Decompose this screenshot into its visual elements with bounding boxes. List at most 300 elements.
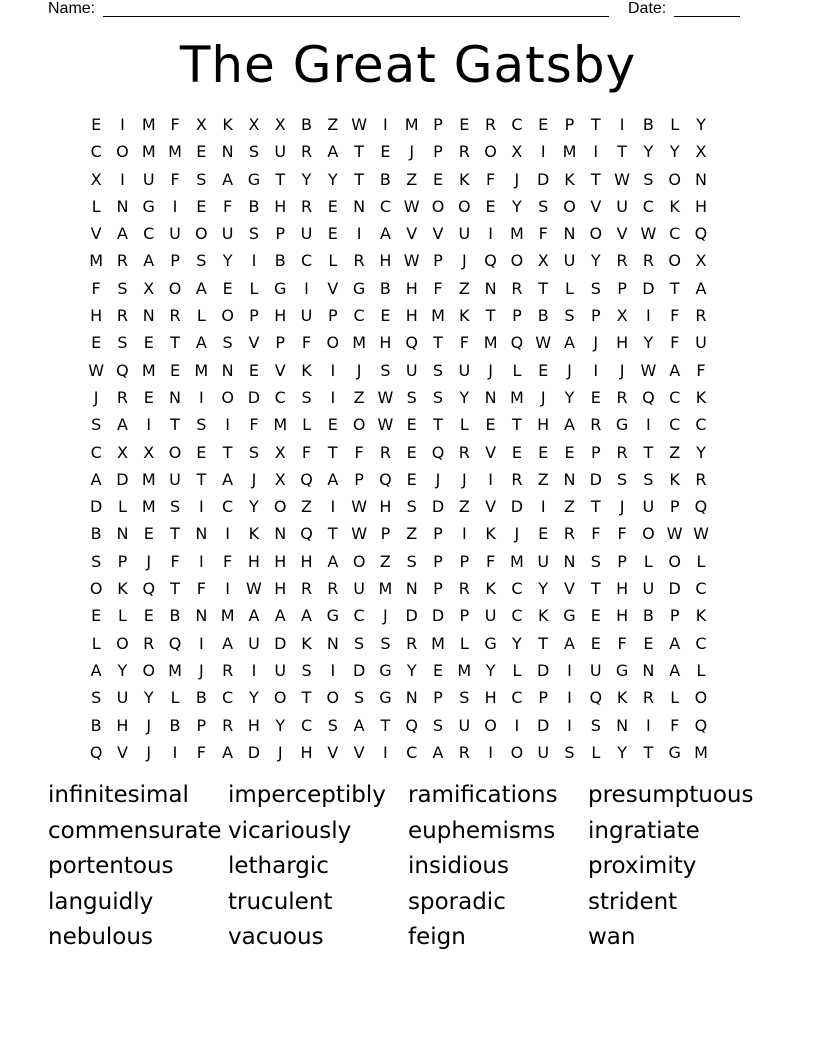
grid-cell[interactable]: A — [695, 278, 707, 298]
grid-cell[interactable]: Q — [694, 497, 708, 517]
grid-cell[interactable]: P — [433, 688, 443, 708]
grid-cell[interactable]: M — [694, 742, 708, 762]
grid-cell[interactable]: R — [511, 278, 523, 298]
grid-cell[interactable]: D — [247, 387, 261, 407]
grid-cell[interactable]: X — [616, 306, 628, 326]
grid-cell[interactable]: O — [589, 224, 603, 244]
grid-cell[interactable]: Q — [379, 469, 392, 489]
grid-cell[interactable]: L — [565, 278, 574, 298]
grid-cell[interactable]: I — [619, 115, 625, 134]
grid-cell[interactable]: P — [354, 469, 364, 489]
grid-cell[interactable]: B — [90, 524, 102, 544]
grid-cell[interactable]: C — [222, 497, 234, 517]
grid-cell[interactable]: A — [432, 742, 444, 762]
grid-cell[interactable]: O — [273, 497, 287, 517]
grid-cell[interactable]: Y — [327, 169, 338, 189]
grid-cell[interactable]: C — [222, 688, 234, 708]
grid-cell[interactable]: S — [590, 715, 601, 735]
grid-cell[interactable]: R — [458, 579, 470, 599]
grid-cell[interactable]: L — [302, 415, 311, 435]
grid-cell[interactable]: E — [432, 660, 444, 680]
grid-cell[interactable]: W — [377, 387, 394, 407]
grid-cell[interactable]: Z — [353, 387, 365, 407]
grid-cell[interactable]: O — [563, 196, 576, 216]
grid-cell[interactable]: N — [142, 306, 155, 326]
grid-cell[interactable]: S — [354, 633, 365, 653]
grid-cell[interactable]: P — [380, 524, 391, 544]
grid-cell[interactable]: S — [564, 742, 575, 762]
grid-cell[interactable]: E — [380, 142, 391, 162]
grid-cell[interactable]: F — [486, 551, 496, 571]
grid-cell[interactable]: I — [383, 115, 388, 134]
grid-cell[interactable]: M — [141, 360, 156, 380]
grid-cell[interactable]: I — [646, 415, 651, 435]
grid-cell[interactable]: S — [432, 360, 444, 380]
grid-cell[interactable]: D — [274, 633, 287, 653]
grid-cell[interactable]: C — [353, 306, 365, 326]
grid-cell[interactable]: P — [669, 606, 680, 626]
grid-cell[interactable]: S — [643, 469, 654, 489]
grid-cell[interactable]: J — [514, 524, 520, 544]
grid-cell[interactable]: P — [538, 688, 549, 708]
grid-cell[interactable]: S — [248, 142, 259, 162]
grid-cell[interactable]: U — [274, 660, 287, 680]
grid-cell[interactable]: L — [643, 551, 653, 571]
grid-cell[interactable]: O — [510, 742, 524, 762]
grid-cell[interactable]: N — [484, 387, 497, 407]
grid-cell[interactable]: W — [351, 524, 368, 544]
grid-cell[interactable]: F — [249, 415, 259, 435]
grid-cell[interactable]: C — [695, 415, 707, 435]
grid-cell[interactable]: G — [352, 278, 366, 298]
grid-cell[interactable]: T — [643, 442, 654, 462]
grid-cell[interactable]: N — [195, 606, 208, 626]
grid-cell[interactable]: L — [670, 688, 680, 708]
grid-cell[interactable]: S — [432, 715, 444, 735]
grid-cell[interactable]: R — [116, 387, 128, 407]
grid-cell[interactable]: S — [643, 169, 654, 189]
grid-cell[interactable]: D — [668, 579, 681, 599]
grid-cell[interactable]: Y — [222, 251, 233, 271]
grid-cell[interactable]: Z — [379, 551, 391, 571]
grid-cell[interactable]: N — [353, 196, 366, 216]
grid-cell[interactable]: I — [646, 306, 651, 326]
grid-cell[interactable]: S — [459, 688, 470, 708]
grid-cell[interactable]: A — [564, 633, 575, 653]
grid-cell[interactable]: L — [117, 497, 127, 517]
grid-cell[interactable]: Y — [485, 660, 496, 680]
grid-cell[interactable]: P — [117, 551, 128, 571]
grid-cell[interactable]: Y — [249, 497, 259, 517]
grid-cell[interactable]: U — [642, 497, 655, 517]
grid-cell[interactable]: S — [248, 442, 259, 462]
grid-cell[interactable]: T — [170, 524, 180, 544]
grid-cell[interactable]: T — [485, 306, 496, 326]
grid-cell[interactable]: C — [379, 196, 391, 216]
grid-cell[interactable]: B — [379, 169, 391, 189]
grid-cell[interactable]: U — [221, 224, 234, 244]
grid-cell[interactable]: Y — [249, 688, 259, 708]
grid-cell[interactable]: O — [431, 196, 445, 216]
grid-cell[interactable]: J — [619, 497, 625, 517]
grid-cell[interactable]: W — [640, 224, 657, 244]
grid-cell[interactable]: Q — [694, 224, 708, 244]
grid-cell[interactable]: M — [509, 224, 524, 244]
grid-cell[interactable]: X — [695, 142, 707, 162]
grid-cell[interactable]: P — [617, 278, 627, 298]
grid-cell[interactable]: P — [459, 606, 470, 626]
grid-cell[interactable]: H — [300, 742, 313, 762]
grid-cell[interactable]: M — [141, 115, 156, 134]
grid-cell[interactable]: P — [433, 579, 443, 599]
grid-cell[interactable]: P — [433, 251, 443, 271]
grid-cell[interactable]: A — [116, 415, 128, 435]
grid-cell[interactable]: H — [379, 251, 392, 271]
grid-cell[interactable]: B — [169, 606, 181, 626]
grid-cell[interactable]: X — [274, 115, 286, 134]
grid-cell[interactable]: V — [432, 224, 444, 244]
grid-cell[interactable]: Q — [484, 251, 497, 271]
grid-cell[interactable]: P — [617, 551, 627, 571]
grid-cell[interactable]: G — [668, 742, 681, 762]
grid-cell[interactable]: L — [249, 278, 259, 298]
grid-cell[interactable]: Z — [458, 278, 470, 298]
grid-cell[interactable]: O — [668, 169, 681, 189]
grid-cell[interactable]: F — [459, 333, 469, 353]
grid-cell[interactable]: E — [485, 415, 496, 435]
grid-cell[interactable]: V — [116, 742, 128, 762]
grid-cell[interactable]: Q — [405, 715, 418, 735]
grid-cell[interactable]: W — [403, 196, 420, 216]
grid-cell[interactable]: E — [143, 606, 154, 626]
grid-cell[interactable]: A — [327, 469, 339, 489]
grid-cell[interactable]: A — [143, 251, 155, 271]
grid-cell[interactable]: P — [433, 551, 443, 571]
grid-cell[interactable]: Y — [590, 251, 601, 271]
grid-cell[interactable]: L — [117, 606, 127, 626]
grid-cell[interactable]: R — [563, 524, 576, 544]
grid-cell[interactable]: O — [221, 306, 234, 326]
grid-cell[interactable]: L — [91, 196, 101, 216]
grid-cell[interactable]: N — [642, 660, 655, 680]
grid-cell[interactable]: E — [538, 524, 549, 544]
grid-cell[interactable]: P — [196, 715, 207, 735]
grid-cell[interactable]: A — [353, 715, 365, 735]
grid-cell[interactable]: O — [484, 715, 497, 735]
grid-cell[interactable]: D — [352, 660, 366, 680]
grid-cell[interactable]: E — [143, 333, 154, 353]
grid-cell[interactable]: C — [511, 579, 523, 599]
grid-cell[interactable]: H — [274, 551, 287, 571]
grid-cell[interactable]: E — [91, 606, 102, 626]
grid-cell[interactable]: R — [511, 469, 523, 489]
grid-cell[interactable]: P — [275, 333, 286, 353]
grid-cell[interactable]: R — [642, 251, 654, 271]
grid-cell[interactable]: J — [461, 469, 467, 489]
grid-cell[interactable]: C — [90, 142, 102, 162]
grid-cell[interactable]: R — [485, 115, 497, 134]
grid-cell[interactable]: B — [169, 715, 181, 735]
grid-cell[interactable]: Y — [696, 442, 706, 462]
grid-cell[interactable]: N — [563, 551, 576, 571]
grid-cell[interactable]: U — [169, 469, 181, 489]
grid-cell[interactable]: T — [301, 688, 312, 708]
grid-cell[interactable]: V — [564, 579, 575, 599]
grid-cell[interactable]: I — [172, 742, 178, 762]
grid-cell[interactable]: E — [327, 196, 338, 216]
grid-cell[interactable]: E — [143, 387, 154, 407]
grid-cell[interactable]: T — [354, 169, 364, 189]
grid-cell[interactable]: S — [432, 387, 444, 407]
grid-cell[interactable]: R — [642, 688, 654, 708]
grid-cell[interactable]: C — [642, 196, 654, 216]
grid-cell[interactable]: R — [222, 715, 234, 735]
grid-cell[interactable]: U — [563, 251, 576, 271]
grid-cell[interactable]: R — [169, 306, 181, 326]
grid-cell[interactable]: R — [616, 251, 628, 271]
grid-cell[interactable]: F — [617, 524, 627, 544]
grid-cell[interactable]: E — [196, 142, 207, 162]
grid-cell[interactable]: F — [354, 442, 364, 462]
grid-cell[interactable]: E — [406, 469, 417, 489]
grid-cell[interactable]: C — [300, 251, 313, 271]
grid-cell[interactable]: M — [483, 333, 498, 353]
grid-cell[interactable]: T — [327, 524, 338, 544]
grid-cell[interactable]: Y — [301, 169, 312, 189]
grid-cell[interactable]: Y — [696, 115, 706, 134]
grid-cell[interactable]: P — [433, 524, 443, 544]
grid-cell[interactable]: T — [327, 442, 338, 462]
grid-cell[interactable]: E — [143, 524, 154, 544]
grid-cell[interactable]: R — [695, 306, 707, 326]
grid-cell[interactable]: Y — [643, 333, 654, 353]
grid-cell[interactable]: J — [356, 360, 362, 380]
grid-cell[interactable]: L — [591, 742, 601, 762]
grid-cell[interactable]: L — [696, 660, 706, 680]
grid-cell[interactable]: J — [593, 333, 599, 353]
grid-cell[interactable]: D — [537, 715, 550, 735]
grid-cell[interactable]: T — [170, 579, 180, 599]
grid-cell[interactable]: I — [120, 115, 125, 134]
grid-cell[interactable]: R — [327, 579, 339, 599]
grid-cell[interactable]: F — [91, 278, 101, 298]
grid-cell[interactable]: C — [353, 606, 365, 626]
grid-cell[interactable]: B — [90, 715, 102, 735]
grid-cell[interactable]: A — [90, 660, 102, 680]
grid-cell[interactable]: I — [225, 579, 230, 599]
grid-cell[interactable]: L — [459, 415, 469, 435]
grid-cell[interactable]: U — [405, 360, 418, 380]
grid-cell[interactable]: X — [143, 442, 155, 462]
grid-cell[interactable]: I — [198, 551, 204, 571]
grid-cell[interactable]: N — [221, 360, 234, 380]
grid-cell[interactable]: M — [431, 306, 445, 326]
grid-cell[interactable]: V — [274, 360, 286, 380]
grid-cell[interactable]: C — [143, 224, 155, 244]
grid-cell[interactable]: A — [301, 606, 312, 626]
grid-cell[interactable]: O — [352, 551, 366, 571]
grid-cell[interactable]: L — [459, 633, 469, 653]
grid-cell[interactable]: J — [198, 660, 204, 680]
grid-cell[interactable]: L — [91, 633, 101, 653]
grid-cell[interactable]: T — [380, 715, 391, 735]
grid-cell[interactable]: Q — [642, 387, 655, 407]
grid-cell[interactable]: E — [538, 115, 549, 134]
grid-cell[interactable]: R — [590, 415, 602, 435]
grid-cell[interactable]: S — [301, 660, 312, 680]
grid-cell[interactable]: A — [195, 333, 207, 353]
grid-cell[interactable]: G — [563, 606, 576, 626]
grid-cell[interactable]: E — [196, 196, 207, 216]
grid-cell[interactable]: I — [540, 497, 546, 517]
grid-cell[interactable]: U — [458, 360, 471, 380]
grid-cell[interactable]: Y — [406, 660, 417, 680]
grid-cell[interactable]: W — [351, 497, 368, 517]
grid-cell[interactable]: N — [326, 633, 339, 653]
grid-cell[interactable]: V — [406, 224, 418, 244]
grid-cell[interactable]: B — [379, 278, 391, 298]
grid-cell[interactable]: Q — [89, 742, 103, 762]
grid-cell[interactable]: J — [514, 169, 520, 189]
grid-cell[interactable]: V — [248, 333, 260, 353]
grid-cell[interactable]: A — [327, 142, 339, 162]
grid-cell[interactable]: K — [537, 606, 549, 626]
grid-cell[interactable]: C — [274, 387, 286, 407]
grid-cell[interactable]: K — [669, 469, 680, 489]
grid-cell[interactable]: O — [668, 551, 681, 571]
grid-cell[interactable]: Y — [275, 715, 286, 735]
grid-cell[interactable]: Q — [116, 360, 129, 380]
grid-cell[interactable]: Z — [301, 497, 312, 517]
grid-cell[interactable]: Y — [669, 142, 680, 162]
grid-cell[interactable]: D — [589, 469, 602, 489]
grid-cell[interactable]: R — [695, 469, 707, 489]
grid-cell[interactable]: M — [404, 115, 419, 134]
grid-cell[interactable]: S — [564, 306, 575, 326]
grid-cell[interactable]: S — [91, 688, 102, 708]
grid-cell[interactable]: D — [116, 469, 129, 489]
grid-cell[interactable]: A — [90, 469, 102, 489]
grid-cell[interactable]: S — [91, 415, 102, 435]
grid-cell[interactable]: S — [406, 497, 417, 517]
grid-cell[interactable]: M — [562, 142, 577, 162]
grid-cell[interactable]: B — [642, 606, 654, 626]
grid-cell[interactable]: N — [405, 579, 418, 599]
grid-cell[interactable]: A — [222, 633, 234, 653]
grid-cell[interactable]: A — [564, 333, 575, 353]
grid-cell[interactable]: S — [301, 387, 312, 407]
grid-cell[interactable]: U — [274, 142, 287, 162]
grid-cell[interactable]: I — [251, 660, 257, 680]
grid-cell[interactable]: A — [669, 360, 681, 380]
grid-cell[interactable]: J — [567, 360, 572, 380]
grid-cell[interactable]: M — [220, 606, 235, 626]
grid-cell[interactable]: A — [248, 606, 260, 626]
grid-cell[interactable]: K — [301, 633, 312, 653]
grid-cell[interactable]: I — [198, 633, 204, 653]
grid-cell[interactable]: F — [196, 742, 206, 762]
grid-cell[interactable]: T — [590, 579, 601, 599]
grid-cell[interactable]: N — [116, 196, 129, 216]
grid-cell[interactable]: O — [89, 579, 103, 599]
grid-cell[interactable]: S — [354, 688, 365, 708]
grid-cell[interactable]: I — [383, 742, 388, 762]
grid-cell[interactable]: W — [614, 169, 630, 189]
grid-cell[interactable]: O — [168, 278, 182, 298]
grid-cell[interactable]: E — [248, 360, 259, 380]
grid-cell[interactable]: E — [91, 333, 102, 353]
grid-cell[interactable]: E — [327, 224, 338, 244]
name-field[interactable] — [103, 16, 609, 17]
grid-cell[interactable]: E — [590, 606, 601, 626]
grid-cell[interactable]: R — [300, 579, 313, 599]
grid-cell[interactable]: F — [170, 551, 180, 571]
date-field[interactable] — [674, 16, 740, 17]
grid-cell[interactable]: I — [225, 415, 230, 435]
grid-cell[interactable]: Y — [143, 688, 154, 708]
grid-cell[interactable]: B — [301, 115, 313, 134]
grid-cell[interactable]: T — [433, 333, 443, 353]
grid-cell[interactable]: A — [116, 224, 128, 244]
grid-cell[interactable]: K — [459, 169, 470, 189]
grid-cell[interactable]: H — [616, 606, 629, 626]
grid-cell[interactable]: K — [117, 579, 128, 599]
grid-cell[interactable]: M — [431, 633, 445, 653]
grid-cell[interactable]: I — [567, 715, 572, 735]
grid-cell[interactable]: I — [146, 415, 152, 435]
grid-cell[interactable]: Z — [564, 497, 575, 517]
grid-cell[interactable]: S — [248, 224, 259, 244]
grid-cell[interactable]: U — [300, 224, 313, 244]
grid-cell[interactable]: G — [484, 633, 497, 653]
grid-cell[interactable]: J — [409, 142, 415, 162]
grid-cell[interactable]: K — [485, 524, 496, 544]
grid-cell[interactable]: N — [563, 469, 576, 489]
grid-cell[interactable]: K — [669, 196, 680, 216]
grid-cell[interactable]: I — [198, 497, 204, 517]
grid-cell[interactable]: S — [538, 196, 549, 216]
grid-cell[interactable]: L — [670, 115, 680, 134]
grid-cell[interactable]: U — [642, 579, 655, 599]
grid-cell[interactable]: A — [669, 633, 681, 653]
grid-cell[interactable]: Q — [431, 442, 445, 462]
grid-cell[interactable]: T — [643, 742, 654, 762]
grid-cell[interactable]: N — [221, 142, 234, 162]
grid-cell[interactable]: N — [405, 688, 418, 708]
grid-cell[interactable]: E — [327, 415, 338, 435]
grid-cell[interactable]: S — [169, 497, 181, 517]
grid-cell[interactable]: A — [379, 224, 391, 244]
grid-cell[interactable]: D — [537, 660, 550, 680]
grid-cell[interactable]: H — [616, 333, 629, 353]
grid-cell[interactable]: I — [488, 224, 493, 244]
grid-cell[interactable]: V — [90, 224, 102, 244]
grid-cell[interactable]: C — [511, 115, 523, 134]
grid-cell[interactable]: L — [170, 688, 180, 708]
grid-cell[interactable]: H — [405, 278, 418, 298]
grid-cell[interactable]: F — [170, 115, 180, 134]
grid-cell[interactable]: L — [328, 251, 338, 271]
grid-cell[interactable]: R — [300, 196, 313, 216]
grid-cell[interactable]: H — [274, 579, 287, 599]
grid-cell[interactable]: P — [564, 115, 575, 134]
grid-cell[interactable]: W — [246, 579, 262, 599]
grid-cell[interactable]: C — [695, 579, 707, 599]
grid-cell[interactable]: P — [433, 142, 443, 162]
grid-cell[interactable]: K — [695, 387, 707, 407]
grid-cell[interactable]: G — [247, 169, 261, 189]
grid-cell[interactable]: F — [301, 333, 312, 353]
